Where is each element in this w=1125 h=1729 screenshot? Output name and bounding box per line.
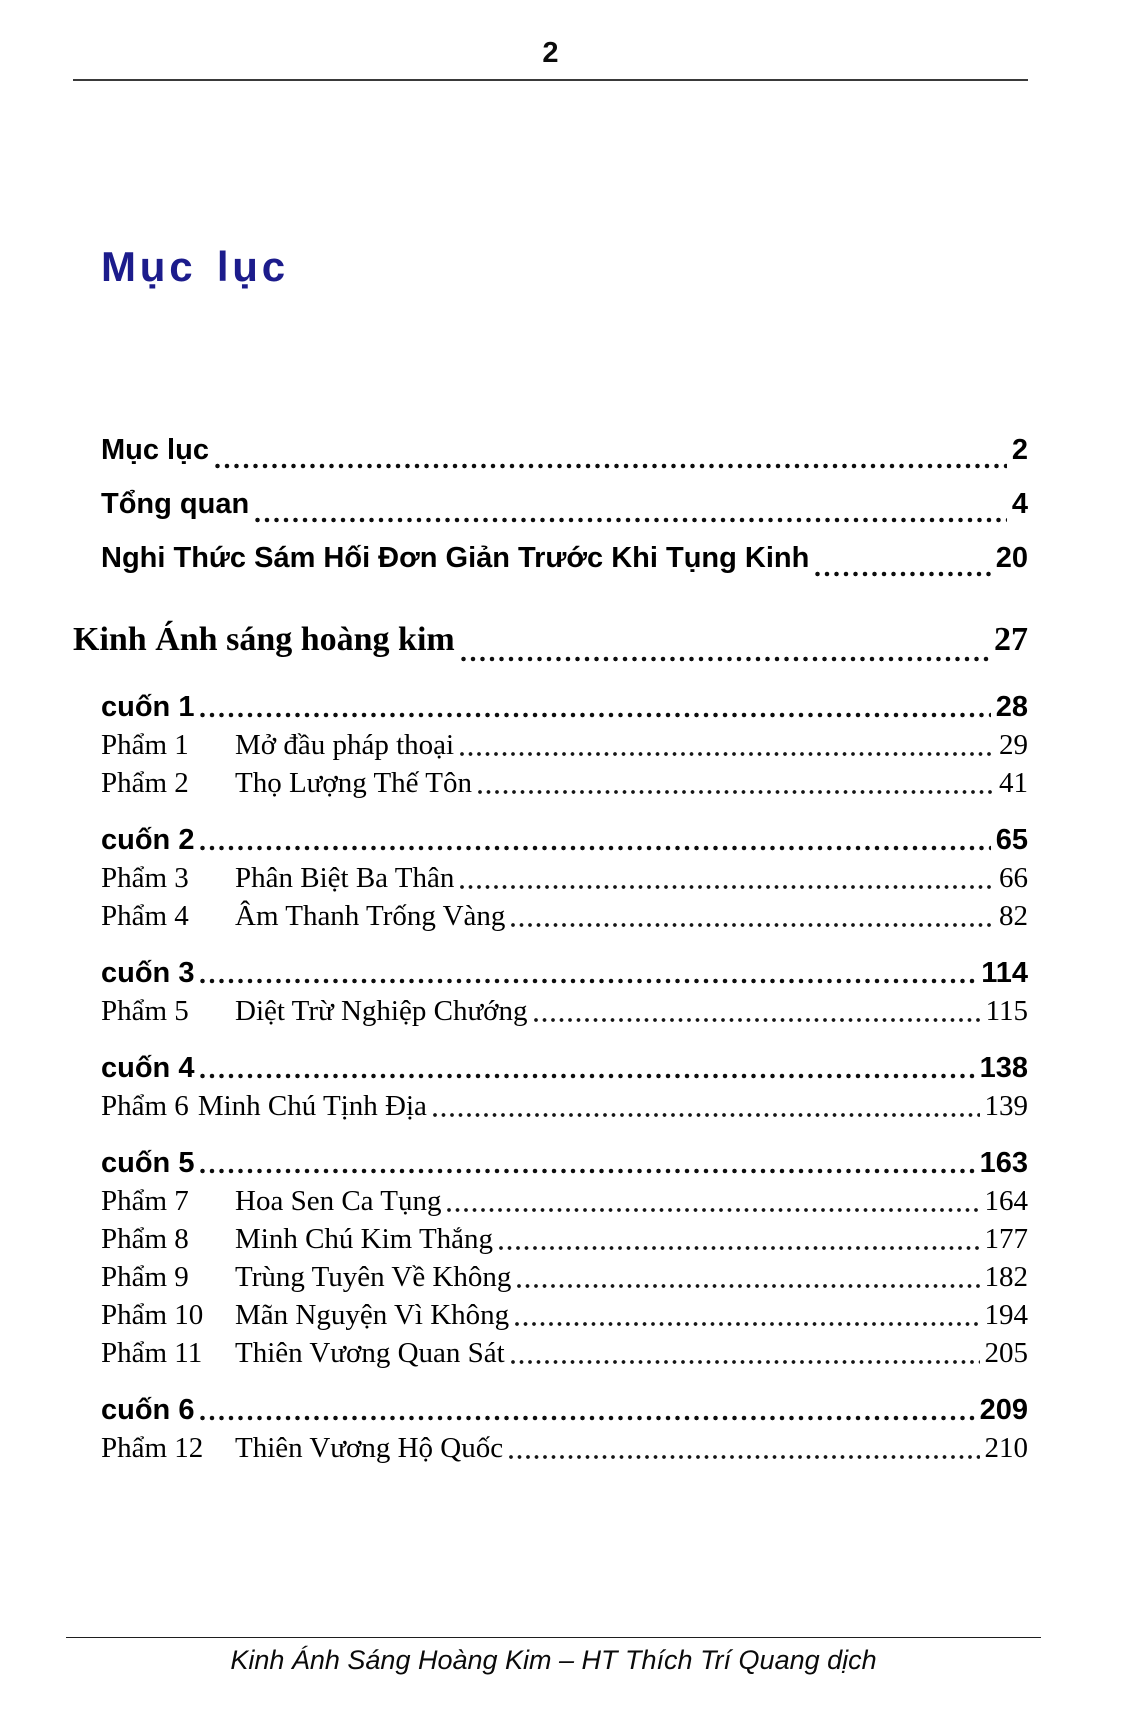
toc-entry-number: Phẩm 7 bbox=[101, 1184, 189, 1217]
toc-entry-page: 82 bbox=[999, 899, 1028, 932]
toc-entry-label: Minh Chú Tịnh Địa bbox=[197, 1089, 427, 1122]
toc-entry-label: Diệt Trừ Nghiệp Chướng bbox=[235, 994, 528, 1027]
dot-leader bbox=[200, 1167, 974, 1175]
toc-entry-label: Phân Biệt Ba Thân bbox=[235, 861, 455, 894]
dot-leader bbox=[499, 1244, 979, 1252]
toc-entry-page: 29 bbox=[999, 728, 1028, 761]
toc-entry-number: Phẩm 6 bbox=[101, 1089, 189, 1122]
toc-entry-page: 177 bbox=[984, 1222, 1028, 1255]
dot-leader bbox=[517, 1282, 979, 1290]
toc-entry-label: cuốn 3 bbox=[101, 956, 195, 989]
dot-leader bbox=[447, 1206, 979, 1214]
toc-entry-pham-4[interactable] bbox=[73, 897, 1028, 935]
toc-entry-page: 114 bbox=[981, 956, 1028, 989]
dot-leader bbox=[200, 977, 976, 985]
dot-leader bbox=[461, 655, 989, 663]
toc-entry-page: 65 bbox=[995, 823, 1028, 856]
toc-entry-pham-3[interactable] bbox=[73, 859, 1028, 897]
toc-entry-tong-quan[interactable] bbox=[73, 477, 1028, 531]
dot-leader bbox=[255, 516, 1007, 524]
toc-entry-page: 2 bbox=[1011, 433, 1028, 466]
toc-entry-label: Kinh Ánh sáng hoàng kim bbox=[73, 621, 455, 658]
toc-entry-number: Phẩm 12 bbox=[101, 1431, 204, 1464]
toc-entry-number: Phẩm 10 bbox=[101, 1298, 204, 1331]
toc-entry-page: 27 bbox=[994, 621, 1028, 658]
dot-leader bbox=[815, 570, 990, 578]
toc-entry-number: Phẩm 5 bbox=[101, 994, 189, 1027]
toc-entry-cuon-4[interactable] bbox=[73, 1049, 1028, 1087]
toc-entry-number: Phẩm 8 bbox=[101, 1222, 189, 1255]
toc-entry-label: cuốn 4 bbox=[101, 1051, 195, 1084]
toc-entry-label: Âm Thanh Trống Vàng bbox=[235, 899, 506, 932]
toc-entry-number: Phẩm 9 bbox=[101, 1260, 189, 1293]
toc-entry-page: 115 bbox=[985, 994, 1028, 1027]
toc-entry-number: Phẩm 11 bbox=[101, 1336, 203, 1369]
toc-entry-number: Phẩm 4 bbox=[101, 899, 189, 932]
toc-entry-label: cuốn 2 bbox=[101, 823, 195, 856]
toc-entry-label: Thiên Vương Quan Sát bbox=[235, 1336, 505, 1369]
table-of-contents bbox=[73, 423, 1028, 1467]
footer-text: Kinh Ánh Sáng Hoàng Kim – HT Thích Trí Quang dịch bbox=[230, 1645, 877, 1675]
toc-entry-muc-luc[interactable] bbox=[73, 423, 1028, 477]
toc-entry-number: Phẩm 1 bbox=[101, 728, 189, 761]
dot-leader bbox=[215, 462, 1007, 470]
page-number: 2 bbox=[542, 37, 559, 69]
toc-entry-page: 163 bbox=[979, 1146, 1028, 1179]
toc-entry-page: 205 bbox=[984, 1336, 1028, 1369]
toc-entry-pham-5[interactable] bbox=[73, 992, 1028, 1030]
toc-entry-page: 182 bbox=[984, 1260, 1028, 1293]
toc-entry-pham-6[interactable] bbox=[73, 1087, 1028, 1125]
toc-entry-label: cuốn 6 bbox=[101, 1393, 195, 1426]
toc-entry-page: 139 bbox=[984, 1089, 1028, 1122]
toc-entry-page: 28 bbox=[995, 690, 1028, 723]
dot-leader bbox=[515, 1320, 979, 1328]
toc-entry-pham-11[interactable] bbox=[73, 1334, 1028, 1372]
toc-entry-cuon-2[interactable] bbox=[73, 821, 1028, 859]
toc-entry-page: 209 bbox=[979, 1393, 1028, 1426]
toc-entry-page: 41 bbox=[999, 766, 1028, 799]
toc-entry-cuon-6[interactable] bbox=[73, 1391, 1028, 1429]
toc-entry-page: 4 bbox=[1011, 487, 1028, 520]
dot-leader bbox=[200, 844, 990, 852]
dot-leader bbox=[509, 1453, 979, 1461]
dot-leader bbox=[534, 1016, 981, 1024]
toc-entry-label: Nghi Thức Sám Hối Đơn Giản Trước Khi Tụng Kinh bbox=[101, 541, 810, 574]
toc-entry-number: Phẩm 3 bbox=[101, 861, 189, 894]
toc-entry-cuon-5[interactable] bbox=[73, 1144, 1028, 1182]
toc-entry-pham-7[interactable] bbox=[73, 1182, 1028, 1220]
toc-entry-label: Mở đầu pháp thoại bbox=[235, 728, 455, 761]
toc-entry-pham-8[interactable] bbox=[73, 1220, 1028, 1258]
page-footer bbox=[66, 1637, 1041, 1676]
dot-leader bbox=[511, 1358, 980, 1366]
toc-entry-number: Phẩm 2 bbox=[101, 766, 189, 799]
toc-entry-pham-12[interactable] bbox=[73, 1429, 1028, 1467]
dot-leader bbox=[200, 1414, 974, 1422]
toc-entry-label: Thiên Vương Hộ Quốc bbox=[235, 1431, 504, 1464]
toc-entry-label: Tổng quan bbox=[101, 487, 250, 520]
toc-entry-page: 164 bbox=[984, 1184, 1028, 1217]
dot-leader bbox=[460, 883, 994, 891]
toc-entry-page: 20 bbox=[995, 541, 1028, 574]
dot-leader bbox=[200, 1072, 974, 1080]
page-title: Mục lục bbox=[101, 243, 289, 290]
toc-entry-pham-10[interactable] bbox=[73, 1296, 1028, 1334]
toc-entry-pham-2[interactable] bbox=[73, 764, 1028, 802]
toc-entry-page: 210 bbox=[984, 1431, 1028, 1464]
dot-leader bbox=[511, 921, 994, 929]
toc-entry-label: cuốn 5 bbox=[101, 1146, 195, 1179]
toc-entry-page: 66 bbox=[999, 861, 1028, 894]
toc-entry-page: 194 bbox=[984, 1298, 1028, 1331]
dot-leader bbox=[478, 788, 994, 796]
toc-entry-nghi-thuc[interactable] bbox=[73, 531, 1028, 585]
toc-entry-kinh-anh-sang[interactable] bbox=[73, 611, 1028, 669]
toc-entry-label: Hoa Sen Ca Tụng bbox=[235, 1184, 442, 1217]
header-rule bbox=[73, 79, 1028, 81]
toc-entry-cuon-1[interactable] bbox=[73, 688, 1028, 726]
toc-entry-cuon-3[interactable] bbox=[73, 954, 1028, 992]
page-content bbox=[73, 0, 1028, 1467]
toc-entry-label: Thọ Lượng Thế Tôn bbox=[235, 766, 472, 799]
toc-entry-pham-1[interactable] bbox=[73, 726, 1028, 764]
toc-entry-label: Mãn Nguyện Vì Không bbox=[235, 1298, 510, 1331]
toc-entry-page: 138 bbox=[979, 1051, 1028, 1084]
dot-leader bbox=[200, 711, 990, 719]
toc-entry-label: Minh Chú Kim Thắng bbox=[235, 1222, 494, 1255]
dot-leader bbox=[460, 750, 994, 758]
dot-leader bbox=[433, 1111, 980, 1119]
toc-entry-label: Mục lục bbox=[101, 433, 209, 466]
page-header bbox=[73, 0, 1028, 81]
toc-entry-pham-9[interactable] bbox=[73, 1258, 1028, 1296]
toc-entry-label: Trùng Tuyên Về Không bbox=[235, 1260, 512, 1293]
toc-entry-label: cuốn 1 bbox=[101, 690, 195, 723]
